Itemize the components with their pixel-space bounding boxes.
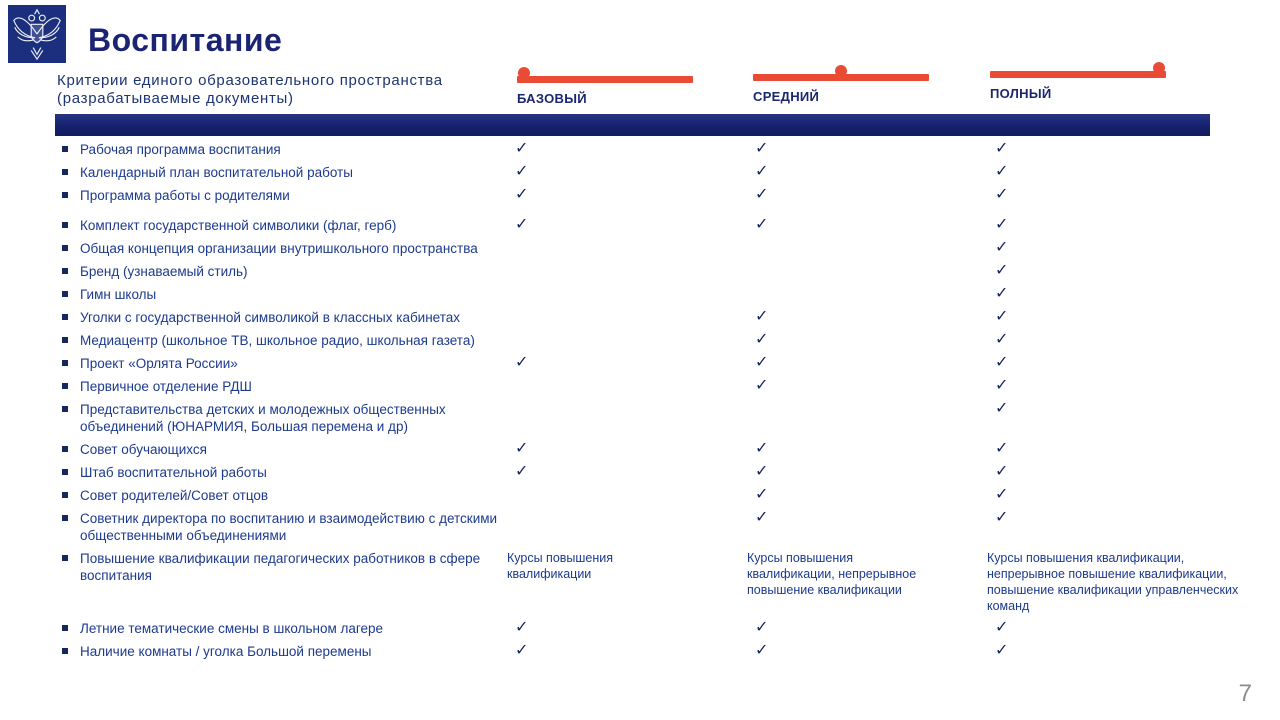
square-bullet-icon — [62, 314, 68, 320]
cell-middle: ✓ — [755, 486, 769, 503]
cell-full: ✓ — [995, 400, 1009, 417]
row-label — [55, 332, 505, 349]
level-label: ПОЛНЫЙ — [990, 86, 1052, 101]
row-label — [55, 401, 505, 435]
row-label — [55, 378, 505, 395]
subtitle-line-1: Критерии единого образовательного пространства — [57, 72, 443, 89]
cell-middle: ✓ — [755, 642, 769, 659]
cell-basic: ✓ — [515, 463, 529, 480]
cell-middle: ✓ — [755, 619, 769, 636]
row-label-text: Повышение квалификации педагогических работников в сфере воспитания — [80, 551, 481, 583]
row-label — [55, 620, 505, 637]
row-label — [55, 187, 505, 204]
row-label-text: Программа работы с родителями — [80, 188, 290, 203]
square-bullet-icon — [62, 492, 68, 498]
level-column-header — [753, 65, 929, 104]
cell-basic — [505, 401, 745, 402]
cell-basic: ✓ — [515, 440, 529, 457]
cell-middle: ✓ — [755, 163, 769, 180]
row-label — [55, 643, 505, 660]
cell-basic — [505, 240, 745, 241]
level-label: СРЕДНИЙ — [753, 89, 820, 104]
table-row — [55, 550, 1250, 614]
table-row — [55, 510, 1250, 544]
row-label-text: Рабочая программа воспитания — [80, 142, 281, 157]
cell-full: ✓ — [995, 354, 1009, 371]
square-bullet-icon — [62, 169, 68, 175]
cell-middle: ✓ — [755, 216, 769, 233]
square-bullet-icon — [62, 648, 68, 654]
cell-middle: ✓ — [755, 140, 769, 157]
square-bullet-icon — [62, 406, 68, 412]
square-bullet-icon — [62, 515, 68, 521]
page-number: 7 — [1238, 680, 1252, 707]
cell-basic: ✓ — [515, 619, 529, 636]
row-label-text: Проект «Орлята России» — [80, 356, 238, 371]
table-row — [55, 332, 1250, 349]
cell-basic: ✓ — [515, 354, 529, 371]
ministry-logo — [8, 5, 66, 63]
row-label-text: Бренд (узнаваемый стиль) — [80, 264, 248, 279]
cell-middle — [745, 263, 985, 264]
cell-middle: Курсы повышения квалификации, непрерывное повышение квалификации — [747, 551, 917, 597]
row-label-text: Медиацентр (школьное ТВ, школьное радио, школьная газета) — [80, 333, 475, 348]
cell-full: ✓ — [995, 285, 1009, 302]
slider-dot-icon — [835, 65, 847, 77]
level-column-header — [517, 67, 693, 106]
table-row — [55, 355, 1250, 372]
table-row — [55, 620, 1250, 637]
table-row — [55, 141, 1250, 158]
square-bullet-icon — [62, 383, 68, 389]
row-label-text: Уголки с государственной символикой в классных кабинетах — [80, 310, 461, 325]
cell-basic: ✓ — [515, 216, 529, 233]
row-label-text: Совет обучающихся — [80, 442, 207, 457]
cell-full: ✓ — [995, 216, 1009, 233]
square-bullet-icon — [62, 192, 68, 198]
square-bullet-icon — [62, 291, 68, 297]
cell-full: ✓ — [995, 308, 1009, 325]
table-row — [55, 286, 1250, 303]
row-label — [55, 487, 505, 504]
table-row — [55, 464, 1250, 481]
table-row — [55, 187, 1250, 204]
cell-full: ✓ — [995, 140, 1009, 157]
level-label: БАЗОВЫЙ — [517, 91, 587, 106]
row-label-text: Наличие комнаты / уголка Большой перемены — [80, 644, 372, 659]
table-row — [55, 217, 1250, 234]
row-label-text: Общая концепция организации внутришкольного пространства — [80, 241, 478, 256]
cell-full: ✓ — [995, 642, 1009, 659]
cell-basic — [505, 378, 745, 379]
cell-full: ✓ — [995, 509, 1009, 526]
table-row — [55, 487, 1250, 504]
row-label-text: Комплект государственной символики (флаг, герб) — [80, 218, 397, 233]
cell-full: ✓ — [995, 163, 1009, 180]
row-label — [55, 550, 505, 584]
row-label — [55, 286, 505, 303]
row-label — [55, 510, 505, 544]
cell-middle — [745, 286, 985, 287]
table-row — [55, 309, 1250, 326]
cell-basic: ✓ — [515, 642, 529, 659]
cell-middle: ✓ — [755, 308, 769, 325]
page-subtitle — [57, 72, 443, 108]
page-title: Воспитание — [88, 22, 283, 58]
criteria-table — [55, 141, 1250, 666]
row-label-text: Представительства детских и молодежных общественных объединений (ЮНАРМИЯ, Большая перемена и др) — [80, 402, 446, 434]
row-label — [55, 164, 505, 181]
cell-basic: ✓ — [515, 186, 529, 203]
row-label — [55, 141, 505, 158]
cell-full: ✓ — [995, 186, 1009, 203]
table-row — [55, 401, 1250, 435]
table-row — [55, 441, 1250, 458]
table-row — [55, 378, 1250, 395]
row-label — [55, 464, 505, 481]
table-row — [55, 263, 1250, 280]
square-bullet-icon — [62, 555, 68, 561]
row-label-text: Советник директора по воспитанию и взаимодействию с детскими общественными объединениями — [80, 511, 498, 543]
cell-middle: ✓ — [755, 331, 769, 348]
level-slider-icon — [517, 76, 693, 83]
square-bullet-icon — [62, 268, 68, 274]
cell-full: ✓ — [995, 262, 1009, 279]
slider-dot-icon — [1153, 62, 1165, 74]
square-bullet-icon — [62, 469, 68, 475]
square-bullet-icon — [62, 146, 68, 152]
cell-basic: ✓ — [515, 163, 529, 180]
cell-basic — [505, 309, 745, 310]
row-label — [55, 263, 505, 280]
square-bullet-icon — [62, 337, 68, 343]
row-label — [55, 309, 505, 326]
cell-middle — [745, 240, 985, 241]
square-bullet-icon — [62, 446, 68, 452]
cell-full: ✓ — [995, 486, 1009, 503]
row-label — [55, 217, 505, 234]
cell-middle: ✓ — [755, 509, 769, 526]
cell-full: ✓ — [995, 463, 1009, 480]
row-label — [55, 240, 505, 257]
cell-basic — [505, 263, 745, 264]
cell-full: Курсы повышения квалификации, непрерывное повышение квалификации, повышение квалификации управленческих команд — [987, 551, 1239, 613]
row-label-text: Совет родителей/Совет отцов — [80, 488, 269, 503]
cell-middle — [745, 401, 985, 402]
table-header-band — [55, 114, 1210, 136]
level-slider-icon — [990, 71, 1166, 78]
cell-middle: ✓ — [755, 463, 769, 480]
cell-full: ✓ — [995, 331, 1009, 348]
double-headed-eagle-icon — [8, 5, 66, 63]
cell-basic — [505, 286, 745, 287]
row-label — [55, 441, 505, 458]
cell-middle: ✓ — [755, 377, 769, 394]
cell-middle: ✓ — [755, 354, 769, 371]
row-label-text: Летние тематические смены в школьном лагере — [80, 621, 384, 636]
cell-full: ✓ — [995, 440, 1009, 457]
cell-full: ✓ — [995, 619, 1009, 636]
square-bullet-icon — [62, 222, 68, 228]
row-label-text: Штаб воспитательной работы — [80, 465, 267, 480]
cell-basic — [505, 510, 745, 511]
slider-dot-icon — [518, 67, 530, 79]
level-column-header — [990, 62, 1166, 101]
cell-full: ✓ — [995, 377, 1009, 394]
cell-middle: ✓ — [755, 186, 769, 203]
cell-basic: ✓ — [515, 140, 529, 157]
square-bullet-icon — [62, 245, 68, 251]
cell-middle: ✓ — [755, 440, 769, 457]
subtitle-line-2: (разрабатываемые документы) — [57, 90, 294, 107]
cell-basic — [505, 332, 745, 333]
cell-basic: Курсы повышения квалификации — [507, 551, 614, 581]
cell-full: ✓ — [995, 239, 1009, 256]
row-label — [55, 355, 505, 372]
square-bullet-icon — [62, 360, 68, 366]
level-slider-icon — [753, 74, 929, 81]
table-row — [55, 643, 1250, 660]
square-bullet-icon — [62, 625, 68, 631]
table-row — [55, 240, 1250, 257]
row-label-text: Гимн школы — [80, 287, 157, 302]
cell-basic — [505, 487, 745, 488]
table-row — [55, 164, 1250, 181]
row-label-text: Первичное отделение РДШ — [80, 379, 252, 394]
row-label-text: Календарный план воспитательной работы — [80, 165, 353, 180]
